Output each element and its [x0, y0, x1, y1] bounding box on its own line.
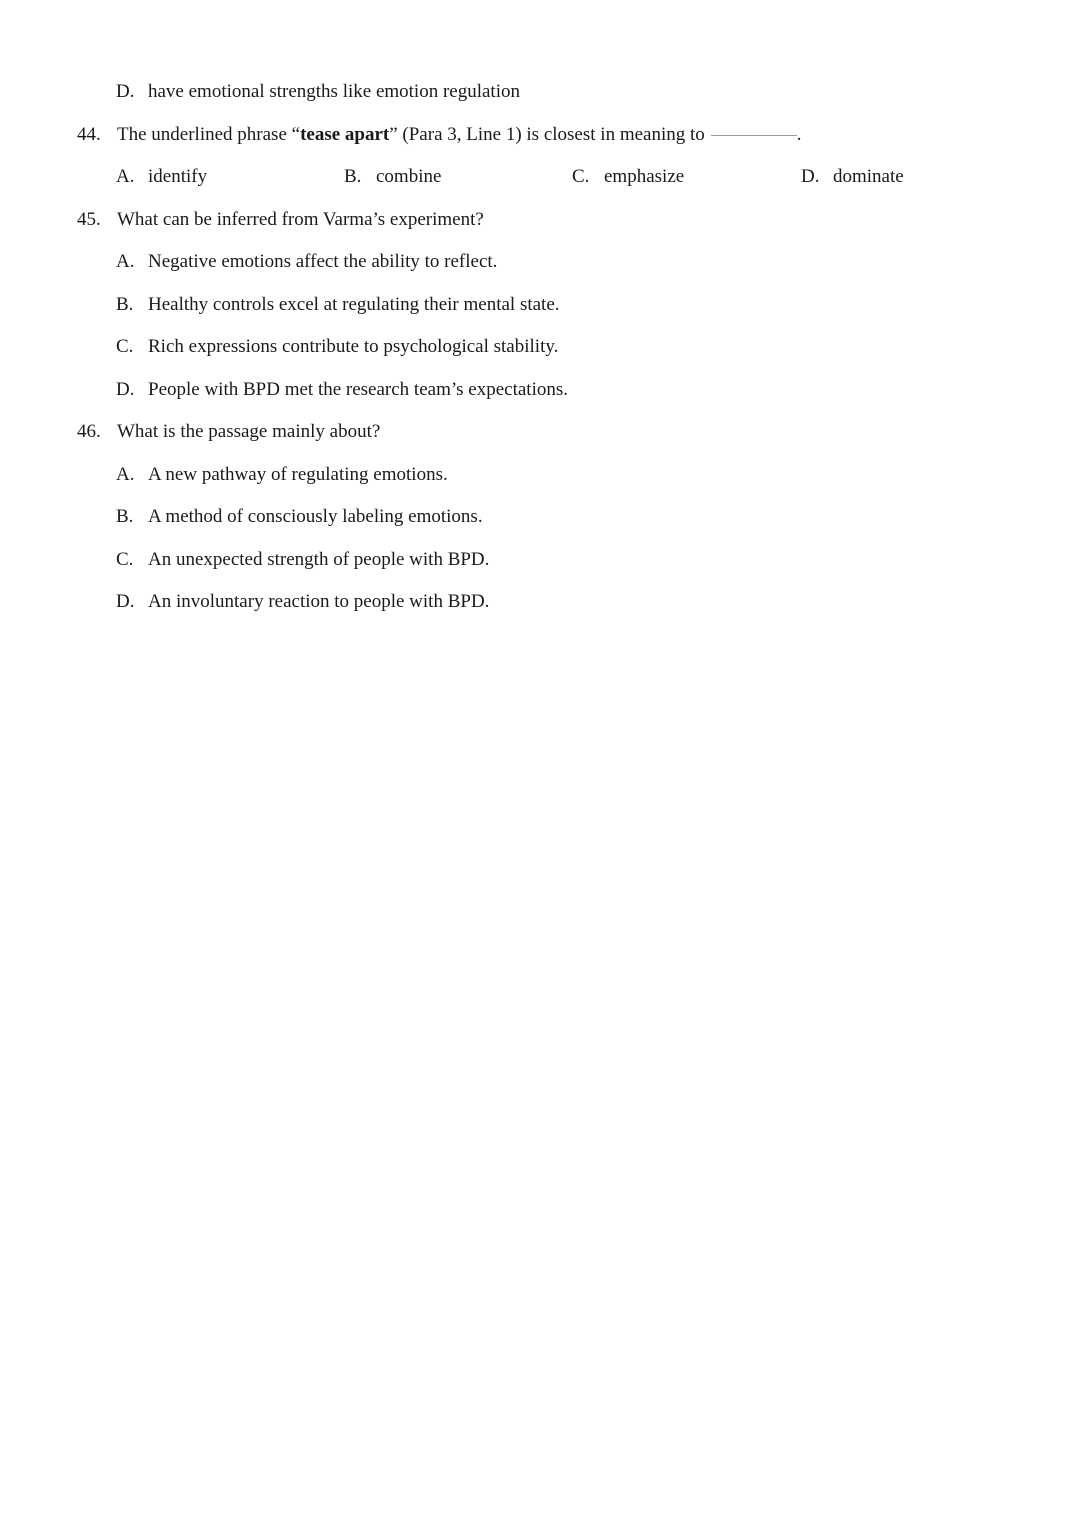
- option-text: combine: [376, 166, 442, 187]
- question-46-stem: [77, 420, 380, 444]
- option-text: Healthy controls excel at regulating their mental state.: [148, 294, 560, 315]
- question-text-before: The underlined phrase “: [117, 124, 301, 145]
- option-letter: C.: [116, 336, 134, 357]
- option-letter: A.: [116, 464, 135, 485]
- option-text: emphasize: [604, 166, 685, 187]
- option-letter: D.: [801, 166, 820, 187]
- option-text: identify: [148, 166, 208, 187]
- option-text: An unexpected strength of people with BPD.: [148, 549, 490, 570]
- question-number: 46.: [77, 421, 101, 442]
- question-45-stem: [77, 208, 484, 232]
- q45-option-b: [116, 293, 560, 317]
- q45-option-d: [116, 378, 568, 402]
- option-letter: A.: [116, 166, 135, 187]
- option-letter: C.: [116, 549, 134, 570]
- q44-option-c: [572, 165, 684, 189]
- answer-blank: [711, 135, 797, 136]
- q44-option-b: [344, 165, 441, 189]
- option-text: Negative emotions affect the ability to reflect.: [148, 251, 498, 272]
- question-number: 44.: [77, 124, 101, 145]
- q44-option-a: [116, 165, 207, 189]
- option-text: A method of consciously labeling emotions.: [148, 506, 483, 527]
- q46-option-a: [116, 463, 448, 487]
- option-letter: B.: [116, 506, 134, 527]
- q45-option-a: [116, 250, 497, 274]
- option-letter: B.: [344, 166, 362, 187]
- q43-option-d: [116, 80, 520, 104]
- option-text: People with BPD met the research team’s expectations.: [148, 379, 568, 400]
- end-punctuation: .: [796, 124, 802, 145]
- q46-option-d: [116, 590, 489, 614]
- option-text: dominate: [833, 166, 904, 187]
- option-letter: A.: [116, 251, 135, 272]
- option-text: Rich expressions contribute to psychological stability.: [148, 336, 559, 357]
- option-letter: D.: [116, 81, 135, 102]
- question-text: What can be inferred from Varma’s experiment?: [117, 209, 484, 230]
- option-text: An involuntary reaction to people with BPD.: [148, 591, 490, 612]
- option-letter: D.: [116, 591, 135, 612]
- option-letter: B.: [116, 294, 134, 315]
- option-letter: C.: [572, 166, 590, 187]
- option-text: have emotional strengths like emotion regulation: [148, 81, 520, 102]
- question-number: 45.: [77, 209, 101, 230]
- question-44-stem: [77, 123, 802, 147]
- q45-option-c: [116, 335, 558, 359]
- question-text: What is the passage mainly about?: [117, 421, 381, 442]
- option-letter: D.: [116, 379, 135, 400]
- option-text: A new pathway of regulating emotions.: [148, 464, 448, 485]
- question-text-after: ” (Para 3, Line 1) is closest in meaning to: [389, 124, 705, 145]
- q44-option-d: [801, 165, 904, 189]
- q46-option-b: [116, 505, 483, 529]
- underlined-phrase: tease apart: [300, 124, 390, 145]
- q46-option-c: [116, 548, 489, 572]
